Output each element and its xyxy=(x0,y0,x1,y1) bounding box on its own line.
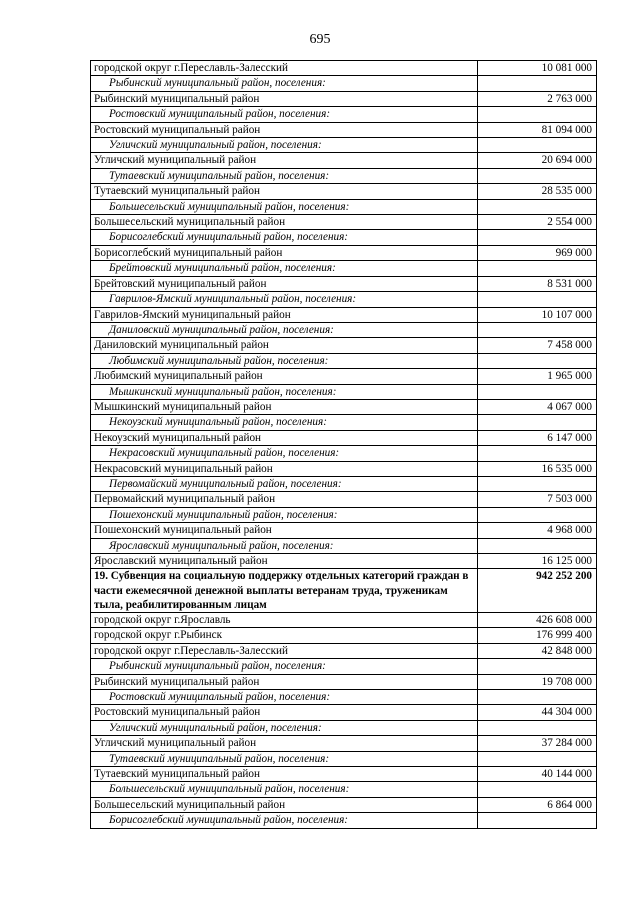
row-amount-cell xyxy=(478,384,597,399)
row-amount-cell: 1 965 000 xyxy=(478,369,597,384)
row-name-cell: Ростовский муниципальный район xyxy=(91,705,478,720)
row-amount-cell xyxy=(478,720,597,735)
row-name-cell: Ростовский муниципальный район xyxy=(91,122,478,137)
row-name-cell: Ростовский муниципальный район, поселения: xyxy=(91,107,478,122)
page-number: 695 xyxy=(309,32,331,47)
table-row xyxy=(91,338,597,353)
subgroup-row xyxy=(91,76,597,91)
table-row xyxy=(91,399,597,414)
row-amount-cell: 16 125 000 xyxy=(478,554,597,569)
table-row xyxy=(91,245,597,260)
row-amount-cell xyxy=(478,415,597,430)
row-name-cell: Борисоглебский муниципальный район, поселения: xyxy=(91,813,478,828)
row-name-cell: Тутаевский муниципальный район xyxy=(91,184,478,199)
row-name-cell: Большесельский муниципальный район xyxy=(91,797,478,812)
table-row xyxy=(91,122,597,137)
table-row xyxy=(91,430,597,445)
row-amount-cell xyxy=(478,813,597,828)
row-name-cell: Гаврилов-Ямский муниципальный район, поселения: xyxy=(91,292,478,307)
subgroup-row xyxy=(91,168,597,183)
row-amount-cell xyxy=(478,292,597,307)
row-name-cell: Некрасовский муниципальный район xyxy=(91,461,478,476)
subgroup-row xyxy=(91,659,597,674)
table-row xyxy=(91,643,597,658)
row-name-cell: Угличский муниципальный район, поселения: xyxy=(91,720,478,735)
row-amount-cell xyxy=(478,690,597,705)
table-row xyxy=(91,705,597,720)
subgroup-row xyxy=(91,690,597,705)
row-amount-cell: 44 304 000 xyxy=(478,705,597,720)
row-amount-cell xyxy=(478,261,597,276)
row-name-cell: Даниловский муниципальный район, поселения: xyxy=(91,322,478,337)
row-name-cell: Большесельский муниципальный район, поселения: xyxy=(91,782,478,797)
table-row xyxy=(91,153,597,168)
row-name-cell: Некрасовский муниципальный район, поселения: xyxy=(91,446,478,461)
row-amount-cell xyxy=(478,76,597,91)
subgroup-row xyxy=(91,720,597,735)
row-name-cell: Рыбинский муниципальный район, поселения: xyxy=(91,76,478,91)
row-amount-cell: 81 094 000 xyxy=(478,122,597,137)
row-name-cell: Гаврилов-Ямский муниципальный район xyxy=(91,307,478,322)
row-amount-cell: 40 144 000 xyxy=(478,767,597,782)
row-name-cell: Ярославский муниципальный район, поселения: xyxy=(91,538,478,553)
row-amount-cell xyxy=(478,538,597,553)
section-header-row xyxy=(91,569,597,613)
row-amount-cell: 7 503 000 xyxy=(478,492,597,507)
table-row xyxy=(91,215,597,230)
row-amount-cell xyxy=(478,168,597,183)
row-amount-cell: 6 147 000 xyxy=(478,430,597,445)
row-name-cell: городской округ г.Переславль-Залесский xyxy=(91,643,478,658)
subgroup-row xyxy=(91,415,597,430)
row-amount-cell xyxy=(478,659,597,674)
table-row xyxy=(91,91,597,106)
table-row xyxy=(91,628,597,643)
row-name-cell: городской округ г.Ярославль xyxy=(91,613,478,628)
subgroup-row xyxy=(91,813,597,828)
row-amount-cell: 42 848 000 xyxy=(478,643,597,658)
row-name-cell: Пошехонский муниципальный район, поселения: xyxy=(91,507,478,522)
subgroup-row xyxy=(91,261,597,276)
row-name-cell: городской округ г.Рыбинск xyxy=(91,628,478,643)
row-amount-cell xyxy=(478,782,597,797)
row-name-cell: Большесельский муниципальный район xyxy=(91,215,478,230)
row-amount-cell xyxy=(478,507,597,522)
row-name-cell: Рыбинский муниципальный район, поселения: xyxy=(91,659,478,674)
row-name-cell: 19. Субвенция на социальную поддержку отдельных категорий граждан в части ежемесячной денежной выплаты ветеранам труда, труженикам тыла, реабилитированным лицам xyxy=(91,569,478,613)
row-name-cell: Рыбинский муниципальный район xyxy=(91,674,478,689)
row-amount-cell: 19 708 000 xyxy=(478,674,597,689)
table-row xyxy=(91,736,597,751)
subgroup-row xyxy=(91,782,597,797)
row-amount-cell xyxy=(478,353,597,368)
row-name-cell: Первомайский муниципальный район, поселения: xyxy=(91,476,478,491)
row-name-cell: Даниловский муниципальный район xyxy=(91,338,478,353)
row-name-cell: Угличский муниципальный район xyxy=(91,153,478,168)
row-amount-cell: 176 999 400 xyxy=(478,628,597,643)
row-amount-cell xyxy=(478,138,597,153)
table-row xyxy=(91,797,597,812)
row-amount-cell xyxy=(478,107,597,122)
row-name-cell: городской округ г.Переславль-Залесский xyxy=(91,61,478,76)
row-name-cell: Любимский муниципальный район, поселения: xyxy=(91,353,478,368)
row-amount-cell: 4 968 000 xyxy=(478,523,597,538)
subgroup-row xyxy=(91,384,597,399)
row-amount-cell: 20 694 000 xyxy=(478,153,597,168)
row-amount-cell: 2 554 000 xyxy=(478,215,597,230)
row-name-cell: Некоузский муниципальный район, поселения: xyxy=(91,415,478,430)
row-name-cell: Любимский муниципальный район xyxy=(91,369,478,384)
budget-table xyxy=(90,60,597,829)
table-row xyxy=(91,523,597,538)
subgroup-row xyxy=(91,322,597,337)
row-name-cell: Ростовский муниципальный район, поселения: xyxy=(91,690,478,705)
row-name-cell: Некоузский муниципальный район xyxy=(91,430,478,445)
row-name-cell: Тутаевский муниципальный район, поселения: xyxy=(91,751,478,766)
table-row xyxy=(91,369,597,384)
row-amount-cell: 37 284 000 xyxy=(478,736,597,751)
subgroup-row xyxy=(91,476,597,491)
row-amount-cell xyxy=(478,230,597,245)
row-name-cell: Тутаевский муниципальный район xyxy=(91,767,478,782)
row-amount-cell xyxy=(478,476,597,491)
row-name-cell: Первомайский муниципальный район xyxy=(91,492,478,507)
row-name-cell: Мышкинский муниципальный район, поселения: xyxy=(91,384,478,399)
row-name-cell: Брейтовский муниципальный район, поселения: xyxy=(91,261,478,276)
row-name-cell: Ярославский муниципальный район xyxy=(91,554,478,569)
row-amount-cell: 10 081 000 xyxy=(478,61,597,76)
row-name-cell: Борисоглебский муниципальный район xyxy=(91,245,478,260)
subgroup-row xyxy=(91,507,597,522)
table-row xyxy=(91,492,597,507)
budget-table-body xyxy=(91,61,597,829)
row-amount-cell: 10 107 000 xyxy=(478,307,597,322)
row-name-cell: Угличский муниципальный район xyxy=(91,736,478,751)
subgroup-row xyxy=(91,353,597,368)
subgroup-row xyxy=(91,107,597,122)
row-amount-cell: 969 000 xyxy=(478,245,597,260)
row-amount-cell: 16 535 000 xyxy=(478,461,597,476)
row-amount-cell xyxy=(478,446,597,461)
table-row xyxy=(91,61,597,76)
row-name-cell: Угличский муниципальный район, поселения: xyxy=(91,138,478,153)
table-row xyxy=(91,184,597,199)
subgroup-row xyxy=(91,446,597,461)
row-amount-cell xyxy=(478,751,597,766)
row-name-cell: Брейтовский муниципальный район xyxy=(91,276,478,291)
row-amount-cell: 942 252 200 xyxy=(478,569,597,613)
row-amount-cell xyxy=(478,322,597,337)
row-amount-cell xyxy=(478,199,597,214)
row-name-cell: Рыбинский муниципальный район xyxy=(91,91,478,106)
subgroup-row xyxy=(91,138,597,153)
subgroup-row xyxy=(91,199,597,214)
row-amount-cell: 2 763 000 xyxy=(478,91,597,106)
row-amount-cell: 7 458 000 xyxy=(478,338,597,353)
subgroup-row xyxy=(91,230,597,245)
row-amount-cell: 6 864 000 xyxy=(478,797,597,812)
row-name-cell: Большесельский муниципальный район, поселения: xyxy=(91,199,478,214)
row-amount-cell: 8 531 000 xyxy=(478,276,597,291)
row-name-cell: Пошехонский муниципальный район xyxy=(91,523,478,538)
row-name-cell: Тутаевский муниципальный район, поселения: xyxy=(91,168,478,183)
table-row xyxy=(91,276,597,291)
table-row xyxy=(91,767,597,782)
row-amount-cell: 4 067 000 xyxy=(478,399,597,414)
table-row xyxy=(91,307,597,322)
table-row xyxy=(91,461,597,476)
table-row xyxy=(91,674,597,689)
table-row xyxy=(91,554,597,569)
row-name-cell: Борисоглебский муниципальный район, поселения: xyxy=(91,230,478,245)
row-amount-cell: 426 608 000 xyxy=(478,613,597,628)
subgroup-row xyxy=(91,538,597,553)
row-amount-cell: 28 535 000 xyxy=(478,184,597,199)
subgroup-row xyxy=(91,751,597,766)
row-name-cell: Мышкинский муниципальный район xyxy=(91,399,478,414)
table-row xyxy=(91,613,597,628)
subgroup-row xyxy=(91,292,597,307)
